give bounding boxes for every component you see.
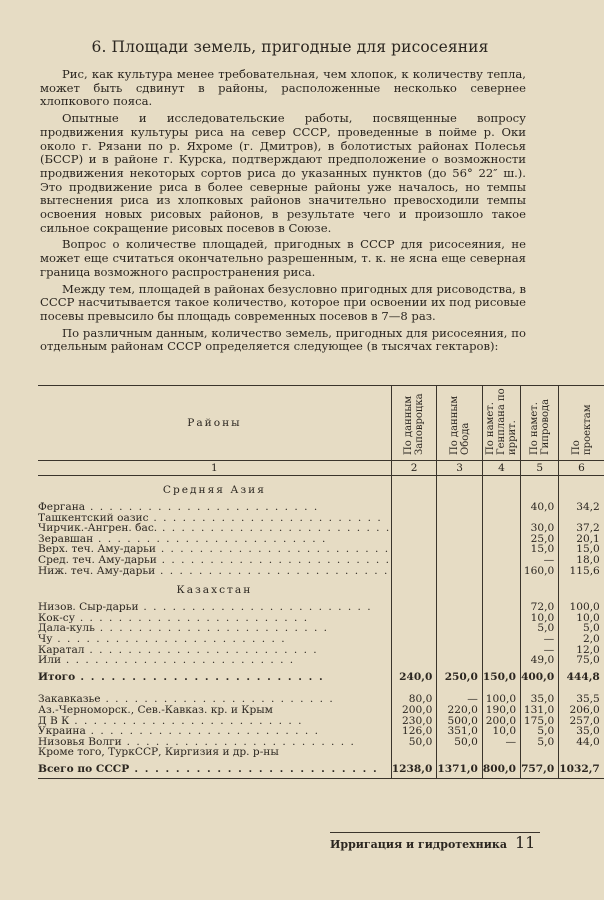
empty-cell (559, 576, 604, 602)
column-number: 6 (559, 461, 604, 476)
column-number: 5 (521, 461, 559, 476)
empty-cell (391, 476, 437, 503)
value-cell (437, 555, 483, 566)
value-cell (482, 634, 520, 645)
value-cell (437, 544, 483, 555)
dot-leader: . . . . . . . . . . . . . . . . . . . . . . . . (85, 725, 320, 738)
value-cell (391, 523, 437, 534)
paragraph: Опытные и исследовательские работы, посвященные вопросу продвижения культуры риса на север СССР, проведенные в пойме р. Оки около г. Рязани по р. Яхроме (г. Дмитров), в болотистых районах Полесья (БССР) и в районе г. Курска, подтверждают предположение о возможности продвижения некоторых сортов риса до указанных пунктов (до 56° 22″ ш.). Это продвижение риса в более северные районы уже началось, но темпы вытеснения риса из хлопковых районов значительно превосходили темпы освоения новых рисовых районов, в результате чего и произошло такое сильное сокращение рисовых посевов в Союзе. (40, 111, 526, 235)
value-cell: 100,0 (559, 602, 604, 613)
value-cell: 75,0 (559, 655, 604, 666)
value-cell: — (521, 555, 559, 566)
value-cell (482, 534, 520, 545)
value-cell (391, 602, 437, 613)
header-col-3: По данным Обода (437, 386, 483, 461)
value-cell (482, 523, 520, 534)
row-label: Верх. теч. Аму-дарьи . . . . . . . . . . . . . . . . . . . . . . . . (38, 543, 390, 556)
region-name: Средняя Азия (162, 484, 266, 496)
row-label: Д В К . . . . . . . . . . . . . . . . . . . . . . . . (38, 714, 303, 727)
value-cell (391, 544, 437, 555)
value-cell: 2,0 (559, 634, 604, 645)
table-header-row (38, 386, 604, 461)
table-total-row (38, 758, 604, 779)
value-cell: 18,0 (559, 555, 604, 566)
value-cell (437, 502, 483, 513)
column-number: 4 (482, 461, 520, 476)
value-cell (391, 555, 437, 566)
value-cell (437, 602, 483, 613)
paragraph: Вопрос о количестве площадей, пригодных в СССР для рисосеяния, не может еще считаться окончательно разрешенным, т. к. не ясна еще северная граница возможного распространения риса. (40, 237, 526, 279)
dot-leader: . . . . . . . . . . . . . . . . . . . . . . . . (93, 532, 327, 545)
paragraph: Рис, как культура менее требовательная, чем хлопок, к количеству тепла, может быть сдвинут в районы, расположенные несколько севернее хлопкового пояса. (40, 67, 526, 109)
value-cell (482, 645, 520, 656)
value-cell: 35,0 (521, 694, 559, 705)
value-cell (437, 613, 483, 624)
value-cell: 5,0 (521, 726, 559, 737)
value-cell: 126,0 (391, 726, 437, 737)
empty-cell (391, 576, 437, 602)
dot-leader: . . . . . . . . . . . . . . . . . . . . . . . . (84, 643, 319, 656)
row-label: Аз.-Черноморск., Сев.-Кавказ. кр. и Крым (38, 703, 273, 716)
dot-leader: . . . . . . . . . . . . . . . . . . . . . . . . (75, 670, 325, 683)
value-cell: — (521, 645, 559, 656)
value-cell: 190,0 (482, 705, 520, 716)
value-cell: 10,0 (559, 613, 604, 624)
value-cell (482, 555, 520, 566)
value-cell: 20,1 (559, 534, 604, 545)
value-cell (437, 566, 483, 577)
row-label: Кроме того, ТуркССР, Киргизия и др. р-ны (38, 746, 279, 759)
row-label: Закавказье . . . . . . . . . . . . . . . . . . . . . . . . (38, 693, 335, 706)
value-cell: 30,0 (521, 523, 559, 534)
header-col-4: По намет. Генплана по иррит. (482, 386, 520, 461)
value-cell: 10,0 (521, 613, 559, 624)
empty-cell (437, 576, 483, 602)
row-label: Всего по СССР . . . . . . . . . . . . . . . . . . . . . . . . (38, 758, 391, 779)
value-cell (437, 634, 483, 645)
value-cell: 5,0 (521, 623, 559, 634)
value-cell (391, 534, 437, 545)
row-label: Или . . . . . . . . . . . . . . . . . . . . . . . . (38, 654, 295, 667)
value-cell (391, 623, 437, 634)
row-label: Ташкентский оазис . . . . . . . . . . . . . . . . . . . . . . . . (38, 511, 383, 524)
empty-cell (437, 476, 483, 503)
section-heading: 6. Площади земель, пригодные для рисосеяния (91, 38, 489, 56)
row-label: Итого . . . . . . . . . . . . . . . . . . . . . . . . (38, 670, 325, 683)
table-row (38, 655, 604, 666)
value-cell: 200,0 (391, 705, 437, 716)
header-col-2: По данным Заповроцка (391, 386, 437, 461)
value-cell: 230,0 (391, 716, 437, 727)
row-label: Кок-су . . . . . . . . . . . . . . . . . . . . . . . . (38, 611, 309, 624)
value-cell (482, 513, 520, 524)
dot-leader: . . . . . . . . . . . . . . . . . . . . . . . . (155, 564, 389, 577)
value-cell: 50,0 (437, 737, 483, 748)
value-cell (482, 655, 520, 666)
column-number-row (38, 461, 604, 476)
value-cell: 757,0 (521, 758, 559, 779)
value-cell (391, 566, 437, 577)
row-label: Фергана . . . . . . . . . . . . . . . . . . . . . . . . (38, 501, 319, 513)
row-label: Чу . . . . . . . . . . . . . . . . . . . . . . . . (38, 632, 287, 645)
dot-leader: . . . . . . . . . . . . . . . . . . . . . . . . (100, 693, 335, 706)
value-cell (391, 634, 437, 645)
empty-cell (521, 576, 559, 602)
header-col-6: По проектам (559, 386, 604, 461)
value-cell: 49,0 (521, 655, 559, 666)
row-label: Низовья Волги . . . . . . . . . . . . . . . . . . . . . . . . (38, 735, 356, 748)
value-cell: 1238,0 (391, 758, 437, 779)
value-cell: 100,0 (482, 694, 520, 705)
value-cell: 250,0 (437, 666, 483, 689)
value-cell (391, 513, 437, 524)
dot-leader: . . . . . . . . . . . . . . . . . . . . . . . . (156, 553, 391, 566)
value-cell: — (437, 694, 483, 705)
value-cell (482, 544, 520, 555)
value-cell (437, 747, 483, 758)
value-cell (437, 623, 483, 634)
value-cell: 240,0 (391, 666, 437, 689)
value-cell (482, 747, 520, 758)
value-cell: 34,2 (559, 502, 604, 513)
dot-leader: . . . . . . . . . . . . . . . . . . . . . . . . (121, 735, 356, 748)
value-cell: 5,0 (521, 737, 559, 748)
table-row (38, 566, 604, 577)
value-cell: 160,0 (521, 566, 559, 577)
page-number: 11 (514, 833, 536, 852)
value-cell: 35,5 (559, 694, 604, 705)
dot-leader: . . . . . . . . . . . . . . . . . . . . . . . . (69, 714, 303, 727)
dot-leader: . . . . . . . . . . . . . . . . . . . . . . . . (85, 501, 319, 513)
value-cell (437, 655, 483, 666)
value-cell: 15,0 (521, 544, 559, 555)
value-cell (437, 523, 483, 534)
dot-leader: . . . . . . . . . . . . . . . . . . . . . . . . (129, 762, 379, 775)
footer-title: Ирригация и гидротехника (330, 838, 507, 851)
value-cell: 80,0 (391, 694, 437, 705)
row-label: Сред. теч. Аму-дарьи . . . . . . . . . . . . . . . . . . . . . . . . (38, 553, 391, 566)
value-cell: 44,0 (559, 737, 604, 748)
value-cell: 12,0 (559, 645, 604, 656)
value-cell: 10,0 (482, 726, 520, 737)
dot-leader: . . . . . . . . . . . . . . . . . . . . . . . . (148, 511, 383, 524)
paragraph: Между тем, площадей в районах безусловно пригодных для рисоводства, в СССР насчитывается такое количество, которое при освоении их под рисовые посевы превысило бы площадь современных посевов в 7—8 раз. (40, 281, 527, 323)
land-area-table (38, 385, 604, 779)
value-cell: 257,0 (559, 716, 604, 727)
row-label: Дала-куль . . . . . . . . . . . . . . . . . . . . . . . . (38, 622, 329, 635)
header-col-5: По намет. Гипровода (521, 386, 559, 461)
region-name: Казахстан (176, 584, 253, 597)
value-cell (391, 747, 437, 758)
region-heading-row (38, 476, 604, 503)
value-cell: 1371,0 (437, 758, 483, 779)
dot-leader: . . . . . . . . . . . . . . . . . . . . . . . . (61, 654, 295, 667)
empty-cell (521, 476, 559, 503)
empty-cell (559, 476, 604, 503)
value-cell: — (482, 737, 520, 748)
value-cell: 115,6 (559, 566, 604, 577)
value-cell (391, 613, 437, 624)
value-cell (391, 502, 437, 513)
value-cell (482, 602, 520, 613)
value-cell: 150,0 (482, 666, 520, 689)
value-cell (521, 747, 559, 758)
value-cell (482, 502, 520, 513)
value-cell: 72,0 (521, 602, 559, 613)
dot-leader: . . . . . . . . . . . . . . . . . . . . . . . . (74, 611, 309, 624)
value-cell: — (521, 634, 559, 645)
value-cell: 40,0 (521, 502, 559, 513)
value-cell: 131,0 (521, 705, 559, 716)
value-cell: 351,0 (437, 726, 483, 737)
dot-leader: . . . . . . . . . . . . . . . . . . . . . . . . (155, 543, 390, 556)
value-cell: 50,0 (391, 737, 437, 748)
value-cell: 206,0 (559, 705, 604, 716)
value-cell: 37,2 (559, 523, 604, 534)
row-label: Низов. Сыр-дарьи . . . . . . . . . . . . . . . . . . . . . . . . (38, 601, 373, 614)
value-cell (391, 655, 437, 666)
value-cell (437, 534, 483, 545)
value-cell: 444,8 (559, 666, 604, 689)
value-cell (482, 623, 520, 634)
value-cell (391, 645, 437, 656)
dot-leader: . . . . . . . . . . . . . . . . . . . . . . . . (94, 622, 329, 635)
row-label: Ниж. теч. Аму-дарьи . . . . . . . . . . . . . . . . . . . . . . . . (38, 564, 389, 577)
running-footer (330, 832, 540, 852)
region-heading-row (38, 576, 604, 602)
column-number: 3 (437, 461, 483, 476)
dot-leader: . . . . . . . . . . . . . . . . . . . . . . . . (157, 522, 391, 535)
value-cell: 1032,7 (559, 758, 604, 779)
value-cell: 25,0 (521, 534, 559, 545)
value-cell (559, 747, 604, 758)
column-number: 1 (38, 461, 391, 476)
value-cell: 15,0 (559, 544, 604, 555)
table-row (38, 747, 604, 758)
row-label: Украина . . . . . . . . . . . . . . . . . . . . . . . . (38, 725, 320, 738)
paragraph: По различным данным, количество земель, пригодных для рисосеяния, по отдельным районам СССР определяется следующее (в тысячах гектаров): (40, 325, 526, 354)
row-label: Чирчик.-Ангрен. бас. . . . . . . . . . . . . . . . . . . . . . . . . (38, 522, 391, 535)
header-regions: Районы (38, 386, 391, 461)
value-cell: 400,0 (521, 666, 559, 689)
row-label: Зеравшан . . . . . . . . . . . . . . . . . . . . . . . . (38, 532, 327, 545)
empty-cell (482, 576, 520, 602)
empty-cell (482, 476, 520, 503)
table-total-row (38, 666, 604, 689)
value-cell (482, 613, 520, 624)
value-cell: 800,0 (482, 758, 520, 779)
value-cell: 5,0 (559, 623, 604, 634)
dot-leader: . . . . . . . . . . . . . . . . . . . . . . . . (52, 632, 287, 645)
column-number: 2 (391, 461, 437, 476)
value-cell: 200,0 (482, 716, 520, 727)
value-cell (437, 513, 483, 524)
value-cell: 35,0 (559, 726, 604, 737)
row-label: Каратал . . . . . . . . . . . . . . . . . . . . . . . . (38, 643, 319, 656)
body-text (40, 68, 526, 354)
value-cell: 175,0 (521, 716, 559, 727)
value-cell (482, 566, 520, 577)
value-cell: 500,0 (437, 716, 483, 727)
value-cell: 220,0 (437, 705, 483, 716)
value-cell (437, 645, 483, 656)
dot-leader: . . . . . . . . . . . . . . . . . . . . . . . . (138, 601, 373, 614)
